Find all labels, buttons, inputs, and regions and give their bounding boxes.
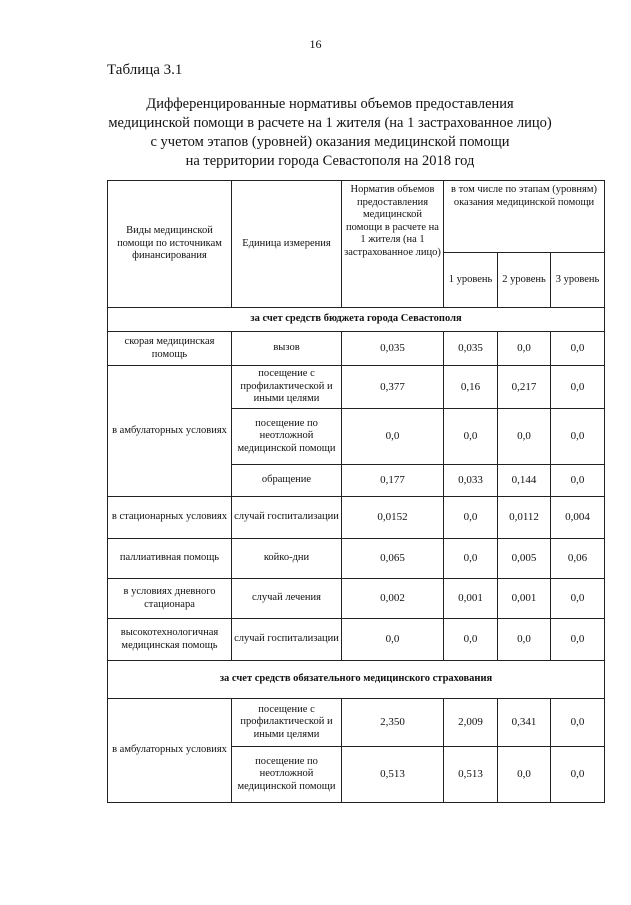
table-label: Таблица 3.1 — [107, 62, 183, 78]
title-line: на территории города Севастополя на 2018 год — [185, 153, 475, 169]
cell-type: в амбулаторных условиях — [108, 699, 232, 803]
cell-level-3: 0,0 — [551, 699, 605, 747]
section-row — [108, 308, 605, 332]
cell-level-3: 0,004 — [551, 497, 605, 539]
cell-type: скорая медицинская помощь — [108, 332, 232, 366]
cell-norm: 0,0 — [342, 619, 444, 661]
cell-level-2: 0,001 — [498, 579, 551, 619]
cell-norm: 0,0152 — [342, 497, 444, 539]
cell-level-2: 0,005 — [498, 539, 551, 579]
header-level-3: 3 уровень — [551, 253, 605, 308]
title-line: с учетом этапов (уровней) оказания медицинской помощи — [150, 134, 510, 150]
cell-level-2: 0,0 — [498, 747, 551, 803]
table-row — [108, 699, 605, 747]
cell-level-3: 0,0 — [551, 465, 605, 497]
header-type: Виды медицинской помощи по источникам финансирования — [108, 181, 232, 308]
cell-level-1: 0,035 — [444, 332, 498, 366]
section-row — [108, 661, 605, 699]
section-title: за счет средств бюджета города Севастополя — [108, 308, 605, 332]
cell-unit: обращение — [232, 465, 342, 497]
cell-level-1: 0,0 — [444, 497, 498, 539]
cell-level-3: 0,0 — [551, 579, 605, 619]
cell-level-1: 0,0 — [444, 619, 498, 661]
page-number: 16 — [309, 37, 322, 51]
cell-unit: посещение с профилактической и иными целями — [232, 699, 342, 747]
cell-level-1: 0,001 — [444, 579, 498, 619]
cell-level-3: 0,0 — [551, 332, 605, 366]
table-row — [108, 619, 605, 661]
cell-level-1: 0,513 — [444, 747, 498, 803]
cell-level-2: 0,144 — [498, 465, 551, 497]
cell-level-2: 0,217 — [498, 366, 551, 409]
cell-norm: 0,002 — [342, 579, 444, 619]
cell-level-2: 0,0 — [498, 409, 551, 465]
cell-type: в условиях дневного стационара — [108, 579, 232, 619]
document-title — [100, 95, 560, 171]
cell-type: паллиативная помощь — [108, 539, 232, 579]
header-unit: Единица измерения — [232, 181, 342, 308]
cell-level-1: 0,16 — [444, 366, 498, 409]
cell-norm: 0,065 — [342, 539, 444, 579]
cell-unit: случай лечения — [232, 579, 342, 619]
cell-level-1: 0,0 — [444, 409, 498, 465]
cell-norm: 0,513 — [342, 747, 444, 803]
cell-unit: случай госпитализации — [232, 619, 342, 661]
table-row — [108, 497, 605, 539]
cell-level-2: 0,0 — [498, 332, 551, 366]
cell-type: в стационарных условиях — [108, 497, 232, 539]
cell-unit: койко-дни — [232, 539, 342, 579]
cell-unit: посещение по неотложной медицинской помощи — [232, 747, 342, 803]
cell-level-3: 0,0 — [551, 747, 605, 803]
header-stages: в том числе по этапам (уровням) оказания медицинской помощи — [444, 181, 605, 253]
table-row — [108, 539, 605, 579]
header-level-1: 1 уровень — [444, 253, 498, 308]
cell-level-1: 0,033 — [444, 465, 498, 497]
cell-norm: 0,377 — [342, 366, 444, 409]
cell-level-2: 0,0 — [498, 619, 551, 661]
section-title: за счет средств обязательного медицинского страхования — [108, 661, 605, 699]
table-row — [108, 332, 605, 366]
cell-level-3: 0,06 — [551, 539, 605, 579]
cell-type: в амбулаторных условиях — [108, 366, 232, 497]
cell-norm: 0,0 — [342, 409, 444, 465]
cell-unit: случай госпитализации — [232, 497, 342, 539]
cell-level-1: 0,0 — [444, 539, 498, 579]
normatives-table — [107, 180, 605, 803]
header-level-2: 2 уровень — [498, 253, 551, 308]
table-row — [108, 366, 605, 409]
cell-level-3: 0,0 — [551, 366, 605, 409]
cell-level-2: 0,0112 — [498, 497, 551, 539]
table-row — [108, 579, 605, 619]
cell-unit: вызов — [232, 332, 342, 366]
cell-type: высокотехнологичная медицинская помощь — [108, 619, 232, 661]
cell-level-3: 0,0 — [551, 409, 605, 465]
cell-level-1: 2,009 — [444, 699, 498, 747]
cell-norm: 0,177 — [342, 465, 444, 497]
title-line: Дифференцированные нормативы объемов предоставления — [146, 96, 514, 112]
cell-norm: 2,350 — [342, 699, 444, 747]
header-norm: Норматив объемов предоставления медицинской помощи в расчете на 1 жителя (на 1 застрахованное лицо) — [342, 181, 444, 308]
cell-level-2: 0,341 — [498, 699, 551, 747]
cell-unit: посещение по неотложной медицинской помощи — [232, 409, 342, 465]
cell-norm: 0,035 — [342, 332, 444, 366]
header-row — [108, 181, 605, 253]
cell-level-3: 0,0 — [551, 619, 605, 661]
title-line: медицинской помощи в расчете на 1 жителя (на 1 застрахованное лицо) — [108, 115, 552, 131]
cell-unit: посещение с профилактической и иными целями — [232, 366, 342, 409]
